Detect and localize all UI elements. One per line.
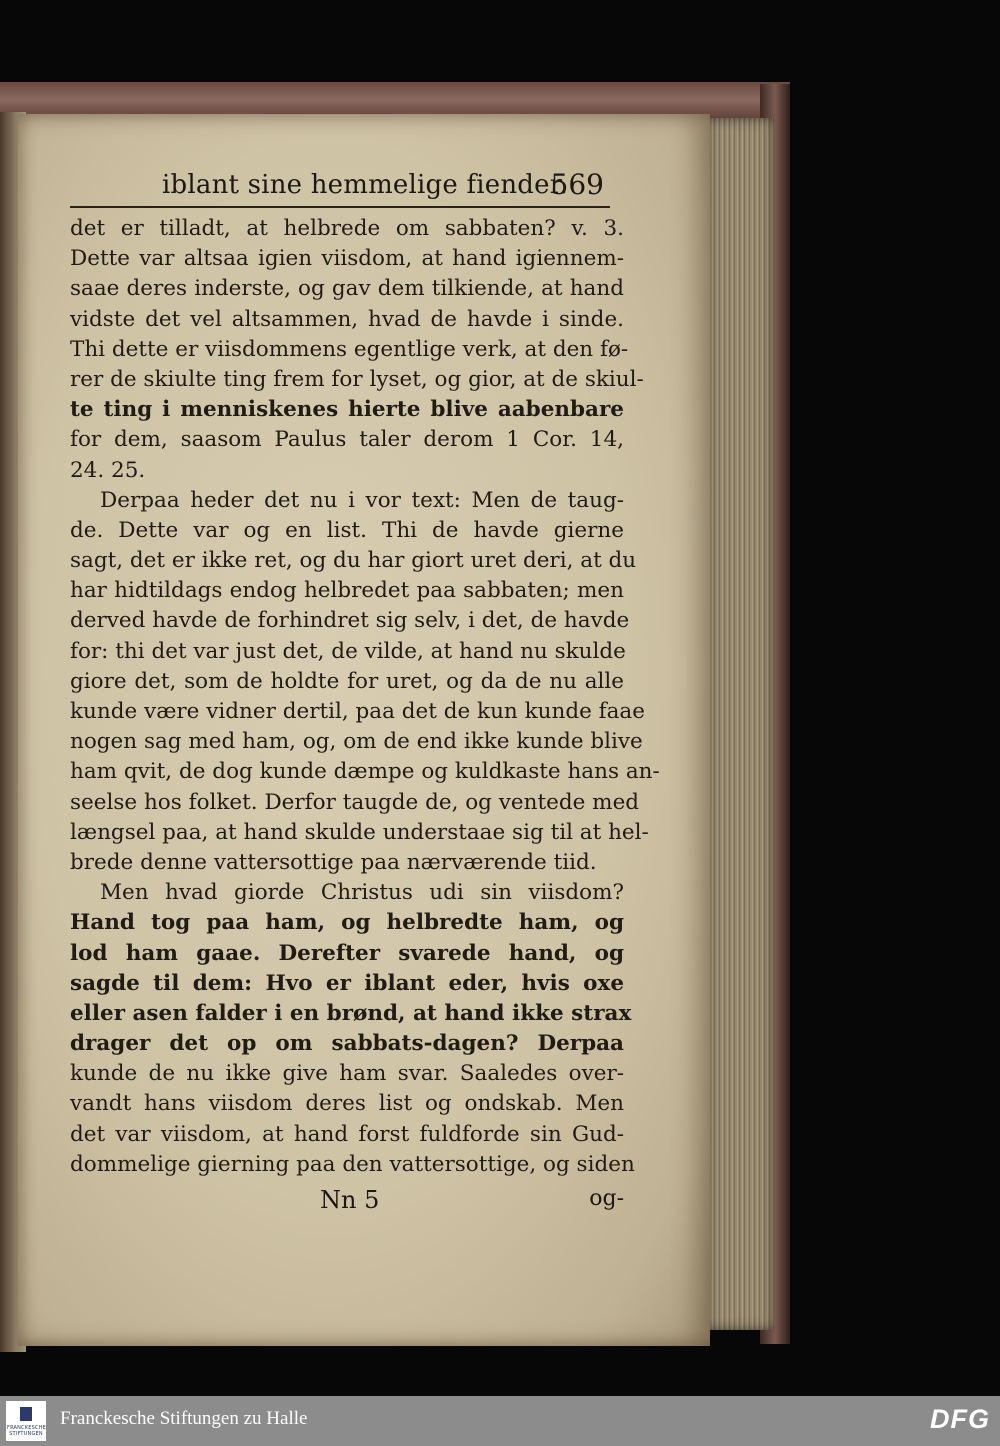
text-line: har hidtildags endog helbredet paa sabbaten; men xyxy=(70,578,624,604)
text-line: Hand tog paa ham, og helbredte ham, og xyxy=(70,910,624,936)
viewer-footer-bar xyxy=(0,1396,1000,1446)
text-line: kunde være vidner dertil, paa det de kun kunde faae xyxy=(70,699,645,724)
text-line: sagt, det er ikke ret, og du har giort uret deri, at du xyxy=(70,548,637,574)
text-line: ham qvit, de dog kunde dæmpe og kuldkaste hans an- xyxy=(70,759,660,785)
text-line: de. Dette var og en list. Thi de havde gierne xyxy=(70,517,624,543)
dfg-logo[interactable]: DFG xyxy=(930,1404,990,1434)
text-line: kunde de nu ikke give ham svar. Saaledes over- xyxy=(70,1061,624,1087)
text-line: nogen sag med ham, og, om de end ikke kunde blive xyxy=(70,729,643,755)
text-line: det er tilladt, at helbrede om sabbaten? v. 3. xyxy=(70,216,624,241)
text-line: te ting i menniskenes hierte blive aabenbare xyxy=(70,397,624,423)
text-line: vandt hans viisdom deres list og ondskab. Men xyxy=(70,1091,624,1117)
book-page xyxy=(18,114,710,1346)
text-line: Men hvad giorde Christus udi sin viisdom? xyxy=(100,880,624,906)
text-line: Derpaa heder det nu i vor text: Men de taug- xyxy=(100,487,624,513)
page-number: 569 xyxy=(550,168,604,201)
text-line: giore det, som de holdte for uret, og da de nu alle xyxy=(70,668,624,694)
text-line: for dem, saasom Paulus taler derom 1 Cor. 14, xyxy=(70,427,624,453)
text-line: sagde til dem: Hvo er iblant eder, hvis oxe xyxy=(70,970,624,996)
page-foot xyxy=(70,1186,624,1220)
text-line: seelse hos folket. Derfor taugde de, og ventede med xyxy=(70,789,640,815)
text-line: brede denne vattersottige paa nærværende tiid. xyxy=(70,849,597,875)
catchword: og- xyxy=(589,1186,624,1211)
text-line: lod ham gaae. Derefter svarede hand, og xyxy=(70,940,624,966)
text-line: Thi dette er viisdommens egentlige verk, at den fø- xyxy=(70,336,629,362)
running-head-title: iblant sine hemmelige fiender. xyxy=(162,170,568,200)
text-line: længsel paa, at hand skulde understaae sig til at hel- xyxy=(70,819,649,845)
body-text xyxy=(70,214,660,1180)
page-edges xyxy=(706,118,774,1330)
text-line: saae deres inderste, og gav dem tilkiende, at hand xyxy=(70,276,624,302)
text-line: 24. 25. xyxy=(70,457,146,483)
running-head xyxy=(70,166,610,208)
logo-text: FRANCKESCHE STIFTUNGEN xyxy=(7,1425,47,1437)
franckesche-stiftungen-logo[interactable] xyxy=(6,1401,46,1441)
text-line: eller asen falder i en brønd, at hand ikke strax xyxy=(70,1000,632,1026)
building-icon xyxy=(20,1407,32,1421)
text-line: dommelige gierning paa den vattersottige, og siden xyxy=(70,1151,635,1177)
text-line: vidste det vel altsammen, hvad de havde i sinde. xyxy=(70,306,624,332)
institution-name[interactable]: Franckesche Stiftungen zu Halle xyxy=(60,1408,308,1429)
text-line: for: thi det var just det, de vilde, at hand nu skulde xyxy=(70,638,626,664)
text-line: Dette var altsaa igien viisdom, at hand igiennem- xyxy=(70,246,624,272)
text-line: rer de skiulte ting frem for lyset, og gior, at de skiul- xyxy=(70,366,644,392)
text-line: drager det op om sabbats-dagen? Derpaa xyxy=(70,1031,624,1057)
text-line: derved havde de forhindret sig selv, i det, de havde xyxy=(70,608,630,634)
signature-mark: Nn 5 xyxy=(320,1186,380,1214)
text-line: det var viisdom, at hand forst fuldforde sin Gud- xyxy=(70,1121,624,1147)
